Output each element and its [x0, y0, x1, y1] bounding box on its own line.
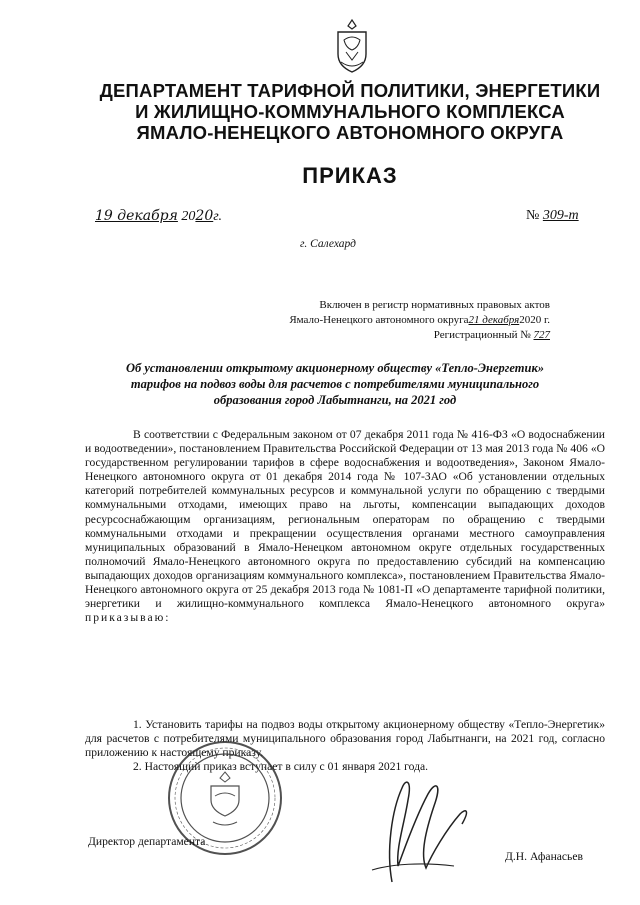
department-line-3: ЯМАЛО-НЕНЕЦКОГО АВТОНОМНОГО ОКРУГА [136, 122, 564, 143]
registration-number-label: Регистрационный № [433, 329, 531, 341]
registration-region: Ямало-Ненецкого автономного округа [289, 314, 469, 326]
city-label: г. Салехард [300, 238, 356, 250]
registration-line-1: Включен в регистр нормативных правовых актов [319, 299, 550, 311]
preamble-paragraph [85, 428, 605, 625]
order-subject [90, 360, 580, 408]
preamble-text: В соответствии с Федеральным законом от 07 декабря 2011 года № 416-ФЗ «О водоснабжении и водоотведении», постановлением Правительства Российской Федерации от 13 мая 2013 года № 406 «О государственном регулировании тарифов в сфере водоснабжения и водоотведения», Законом Ямало-Ненецкого автономного округа от 01 декабря 2014 года № 107-ЗАО «Об установлении отдельных категорий потребителей коммунальных ресурсов и коммунальной услуги по обращению с твердыми коммунальными отходами, имеющих право на льготы, компенсации выпадающих доходов ресурсоснабжающим организациям, региональным операторам по обращению с твердыми коммунальными отходами и прекращении осуществления органами местного самоуправления муниципальных образований в Ямало-Ненецком автономном округе отдельных государственных полномочий Ямало-Ненецкого автономного округа по предоставлению субсидий на компенсацию выпадающих доходов организациям коммунального комплекса», постановлением Правительства Ямало-Ненецкого автономного округа от 25 декабря 2013 года № 1081-П «О департаменте тарифной политики, энергетики и жилищно-коммунального комплекса Ямало-Ненецкого автономного округа» [85, 428, 605, 611]
date-handwritten: 19 декабря [95, 208, 178, 224]
order-item-2: 2. Настоящий приказ вступает в силу с 01 января 2021 года. [133, 760, 429, 774]
subject-line-1: Об установлении открытому акционерному обществу «Тепло-Энергетик» [125, 361, 545, 375]
registration-date-handwritten: 21 декабря [468, 314, 520, 326]
order-item-1: 1. Установить тарифы на подвоз воды открытому акционерному обществу «Тепло-Энергетик» для расчетов с потребителями муниципального образования город Лабытнанги, на 2021 год, согласно приложению к настоящему приказу. [85, 718, 605, 760]
signatory-position: Директор департамента [88, 835, 206, 848]
date-year-suffix: г. [213, 209, 223, 224]
registration-number-handwritten: 727 [533, 329, 550, 341]
coat-of-arms-icon [332, 18, 372, 76]
department-line-1: ДЕПАРТАМЕНТ ТАРИФНОЙ ПОЛИТИКИ, ЭНЕРГЕТИКИ [99, 80, 601, 101]
subject-line-2: тарифов на подвоз воды для расчетов с потребителями муниципального [130, 377, 540, 391]
handwritten-signature-icon [362, 770, 477, 890]
order-word: приказываю: [85, 611, 171, 625]
subject-line-3: образования город Лабытнанги, на 2021 год [213, 393, 457, 407]
order-items [85, 718, 605, 774]
order-number [526, 208, 579, 224]
registration-line-2 [190, 313, 550, 328]
registration-block [190, 298, 550, 343]
signatory-name: Д.Н. Афанасьев [505, 850, 583, 863]
date-year-prefix: 20 [181, 209, 196, 224]
document-type-title: ПРИКАЗ [302, 163, 398, 188]
date-year-handwritten: 20 [195, 208, 214, 224]
registration-line-3 [190, 328, 550, 343]
number-handwritten: 309-т [542, 208, 579, 223]
order-date [95, 208, 222, 225]
registration-year: 2020 г. [519, 314, 550, 326]
department-heading [70, 80, 630, 143]
number-label: № [526, 208, 540, 223]
department-line-2: И ЖИЛИЩНО-КОММУНАЛЬНОГО КОМПЛЕКСА [135, 101, 565, 122]
